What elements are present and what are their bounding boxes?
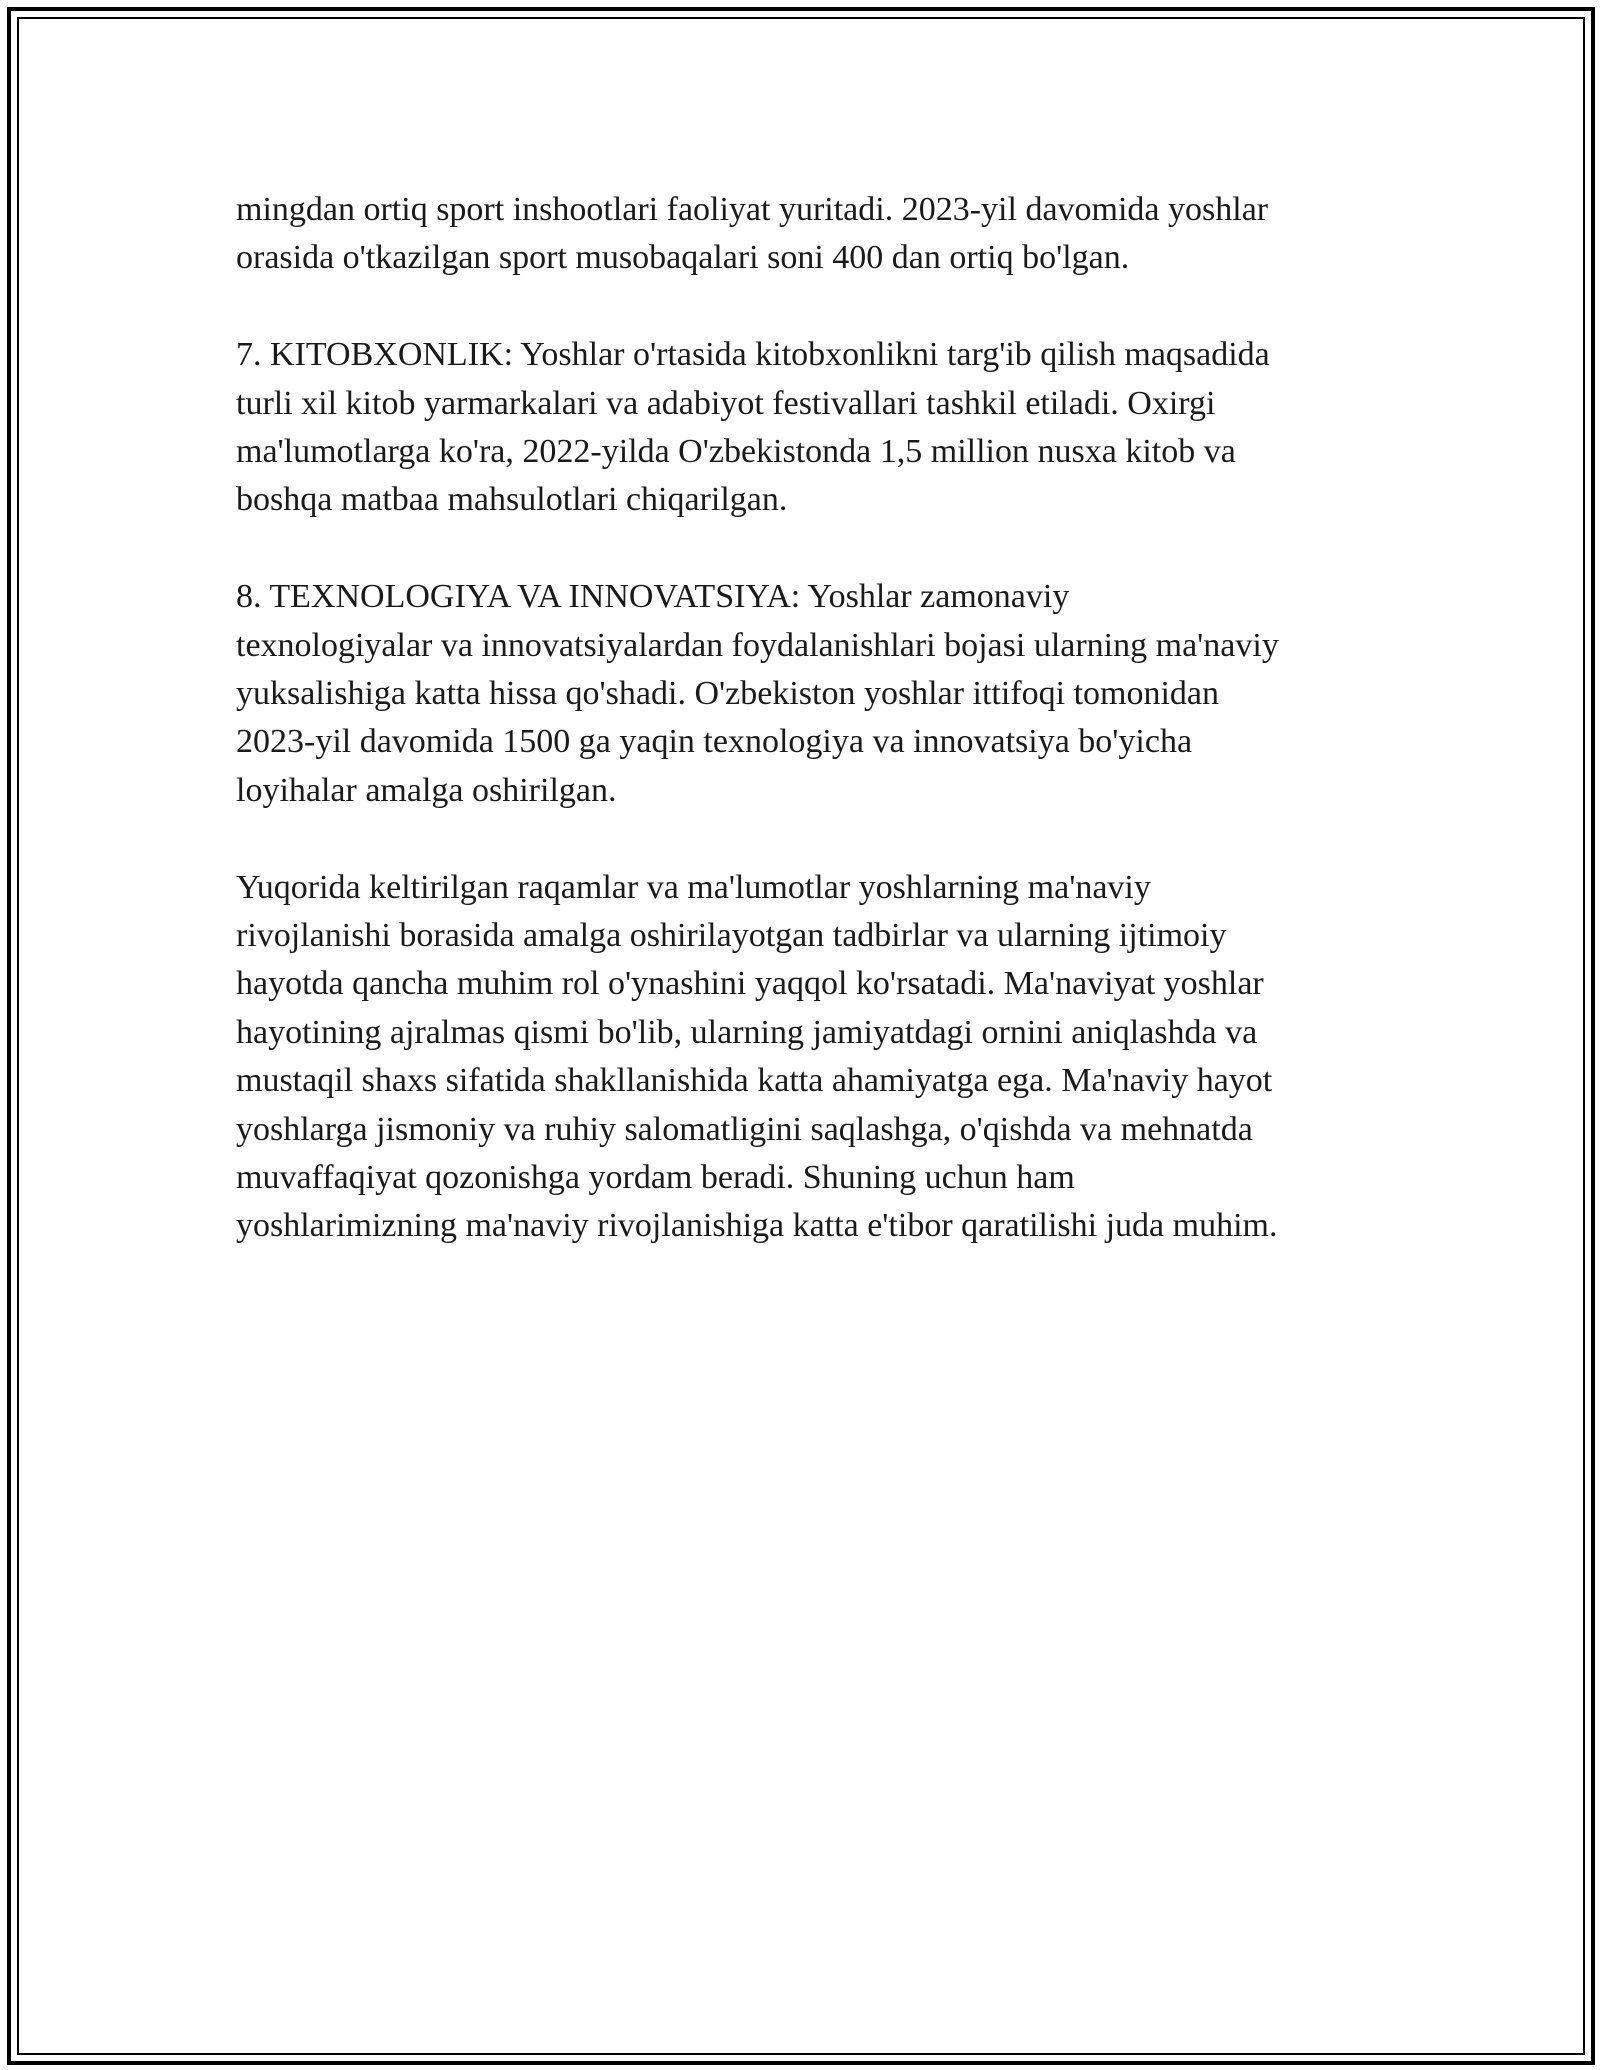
paragraph-conclusion: Yuqorida keltirilgan raqamlar va ma'lumotlar yoshlarning ma'naviy rivojlanishi borasida amalga oshirilayotgan tadbirlar va ularning ijtimoiy hayotda qancha muhim rol o'ynashini yaqqol ko'rsatadi. Ma'naviyat yoshlar hayotining ajralmas qismi bo'lib, ularning jamiyatdagi ornini aniqlashda va mustaqil shaxs sifatida shakllanishida katta ahamiyatga ega. Ma'naviy hayot yoshlarga jismoniy va ruhiy salomatligini saqlashga, o'qishda va mehnatda muvaffaqiyat qozonishga yordam beradi. Shuning uchun ham yoshlarimizning ma'naviy rivojlanishiga katta e'tibor qaratilishi juda muhim.: [236, 868, 1278, 1245]
paragraph-sport-continuation: mingdan ortiq sport inshootlari faoliyat yuritadi. 2023-yil davomida yoshlar orasida o'tkazilgan sport musobaqalari soni 400 dan ortiq bo'lgan.: [236, 191, 1269, 277]
paragraph-kitobxonlik: 7. KITOBXONLIK: Yoshlar o'rtasida kitobxonlikni targ'ib qilish maqsadida turli xil kitob yarmarkalari va adabiyot festivallari tashkil etiladi. Oxirgi ma'lumotlarga ko'ra, 2022-yilda O'zbekistonda 1,5 million nusxa kitob va boshqa matbaa mahsulotlari chiqarilgan.: [236, 336, 1270, 519]
paragraph-texnologiya: 8. TEXNOLOGIYA VA INNOVATSIYA: Yoshlar zamonaviy texnologiyalar va innovatsiyalardan foydalanishlari bojasi ularning ma'naviy yuksalishiga katta hissa qo'shadi. O'zbekiston yoshlar ittifoqi tomonidan 2023-yil davomida 1500 ga yaqin texnologiya va innovatsiya bo'yicha loyihalar amalga oshirilgan.: [236, 578, 1279, 809]
document-body: [236, 186, 1376, 1299]
